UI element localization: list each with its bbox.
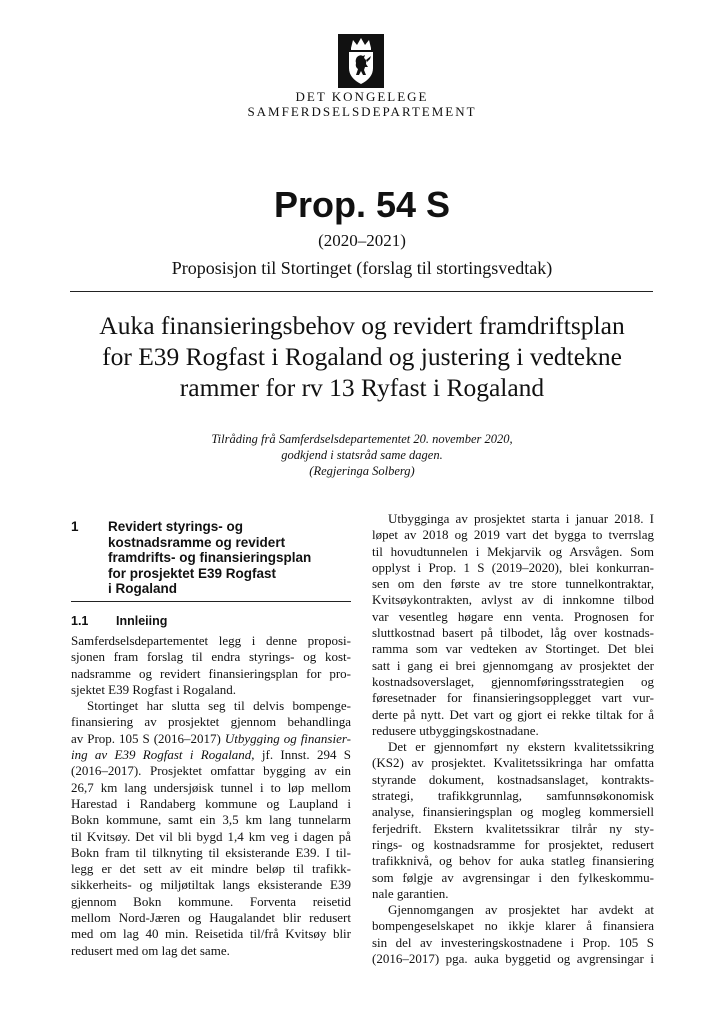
section-divider [71, 601, 351, 602]
body-text-line: kostnadsoverslaget, gjennomføringsstrategien og [372, 673, 654, 689]
tilraading-line: godkjend i statsråd same dagen. [281, 448, 443, 462]
body-text-line: satt i gang ei brei gjennomgang av prosjektet der [372, 657, 654, 673]
body-text-line: Bokn fram til tilknyting til eksisterande E39. I til- [71, 844, 351, 860]
body-text-line: opplyst i Prop. 1 S (2019–2020), blei konkurran- [372, 559, 654, 575]
body-text-line: bompengeselskapet no ikkje klarer å finansiera [372, 918, 654, 934]
right-column-body [372, 511, 654, 967]
ministry-name-line1: DET KONGELEGE [295, 89, 429, 104]
body-text-line: sin del av investeringskostnadene i Prop. 105 S [372, 934, 654, 950]
body-text-line: til hovudtunnelen i Mekjarvik og Arsvågen. Som [372, 543, 654, 559]
body-text-line: (KS2) av prosjektet. Kvalitetssikringa har omfatta [372, 755, 654, 771]
body-text-line: ramma som var vedteken av Stortinget. Det blei [372, 641, 654, 657]
body-text-line: var vesentleg høgare enn venta. Prognosen for [372, 608, 654, 624]
body-text-line: redusert med om lag det same. [71, 942, 230, 958]
body-text-line: redusere utbyggingskostnadane. [372, 722, 539, 738]
body-text-line: analyse, finansieringsplan og mogleg kommersiell [372, 804, 654, 820]
body-text-line: sikkerheits- og miljøtiltak langs eksisterande E39 [71, 877, 351, 893]
section-title-line: Revidert styrings- og [108, 519, 244, 534]
body-text-line: Samferdselsdepartementet legg i denne proposi- [71, 633, 351, 648]
norwegian-coat-of-arms-icon [338, 34, 384, 88]
proposition-years: (2020–2021) [318, 231, 406, 250]
body-text-line: av Prop. 105 S (2016–2017) Utbygging og finansier- [71, 730, 351, 746]
section-number: 1 [71, 519, 79, 534]
title-divider [70, 291, 653, 292]
body-text-line: nadsramme og revidert finansieringsplan for pro- [71, 665, 351, 681]
section-title-line: for prosjektet E39 Rogfast [108, 565, 277, 581]
body-text-line: Utbygginga av prosjektet starta i januar 2018. I [388, 511, 654, 526]
body-text-line: føresetnader for finansieringsopplegget vart vur- [372, 690, 654, 706]
body-text-line: styrande dokument, kostnadsanslaget, kontrakts- [372, 771, 654, 787]
body-text-line: gjennom Bokn kommune. Forventa reisetid [71, 893, 351, 909]
proposition-subtitle: Proposisjon til Stortinget (forslag til stortingsvedtak) [171, 258, 553, 278]
body-text-line: sjonen fram forslag til endra styrings- og kost- [71, 649, 351, 665]
document-title [60, 310, 664, 403]
body-text-line: Stortinget har slutta seg til delvis bompenge- [87, 698, 351, 714]
body-text-line: nale garantien. [372, 885, 449, 901]
body-text-line: finansiering av prosjektet gjennom behandlinga [71, 714, 351, 730]
tilraading-line: Tilråding frå Samferdselsdepartementet 20. november 2020, [211, 432, 513, 446]
body-text-line: trafikknivå, og behov for auka statleg finansiering [372, 853, 654, 869]
body-text-line: rings- og kostnadsramme for prosjektet, redusert [372, 836, 654, 852]
subsection-number: 1.1 [71, 614, 89, 628]
body-text-line: som følgje av avgrensingar i den fylkeskommu- [372, 869, 654, 885]
body-text-line: sjektet E39 Rogfast i Rogaland. [71, 681, 237, 697]
ministry-name-line2: SAMFERDSELSDEPARTEMENT [247, 104, 477, 119]
body-text-line: (2016–2017) pga. auka byggetid og avgrensingar i [372, 951, 654, 967]
body-text-line: Bokn kommune, samt ein 3,5 km lang tunnelarm [71, 812, 351, 828]
body-text-line: sluttkostnad basert på tilbodet, låg over kostnads- [372, 625, 654, 641]
body-text-line: strategi, trafikkgrunnlag, samfunnsøkonomisk [372, 788, 654, 804]
body-text-line: mellom Nord-Jæren og Haugalandet blir redusert [71, 910, 351, 926]
subsection-title: Innleiing [116, 614, 168, 628]
body-text-line: Harestad i Randaberg kommune og Laupland i [71, 795, 351, 811]
tilraading-line: (Regjeringa Solberg) [309, 464, 415, 478]
document-title-line: for E39 Rogfast i Rogaland og justering i vedtekne [102, 342, 622, 371]
body-text-line: ing av E39 Rogfast i Rogaland, jf. Innst. 294 S [71, 747, 352, 763]
section-title-line: framdrifts- og finansieringsplan [108, 550, 312, 566]
body-text-line: 26,7 km lang undersjøisk tunnel i to løp mellom [71, 779, 351, 795]
body-text-line: Gjennomgangen av prosjektet har avdekt at [388, 902, 654, 918]
body-text-line: løpet av 2018 og 2019 vart det bygga to tverrslag [372, 527, 654, 543]
body-text-line: (2016–2017). Prosjektet omfattar bygging av ein [71, 763, 351, 779]
body-text-line: derte på nytt. Det vart og gjort ei rekke tiltak for å [372, 706, 654, 722]
document-title-line: Auka finansieringsbehov og revidert framdriftsplan [99, 311, 625, 340]
body-text-line: Kvitsøykontrakten, avlyst av di innkomne tilbod [372, 592, 654, 608]
left-column-body [71, 633, 351, 959]
section-title-line: i Rogaland [108, 581, 178, 597]
body-text-line: sen om den første av tre store tunnelkontraktar, [372, 576, 654, 592]
tilraading-block [0, 431, 724, 479]
document-title-line: rammer for rv 13 Ryfast i Rogaland [179, 373, 545, 402]
body-text-line: ferjedrift. Ekstern kvalitetssikrar tilrår ny sty- [372, 820, 654, 836]
section-title-line: kostnadsramme og revidert [108, 534, 286, 550]
body-text-line: legg er det sett av eit mindre beløp til trafikk- [71, 861, 351, 877]
body-text-line: med om lag 40 min. Reisetida til/frå Kvitsøy blir [71, 926, 351, 942]
proposition-title: Prop. 54 S [273, 184, 451, 225]
body-text-line: til Kvitsøy. Det vil bli bygd 1,4 km veg i dagen på [71, 828, 351, 844]
body-text-line: Det er gjennomført ny ekstern kvalitetssikring [388, 739, 654, 755]
